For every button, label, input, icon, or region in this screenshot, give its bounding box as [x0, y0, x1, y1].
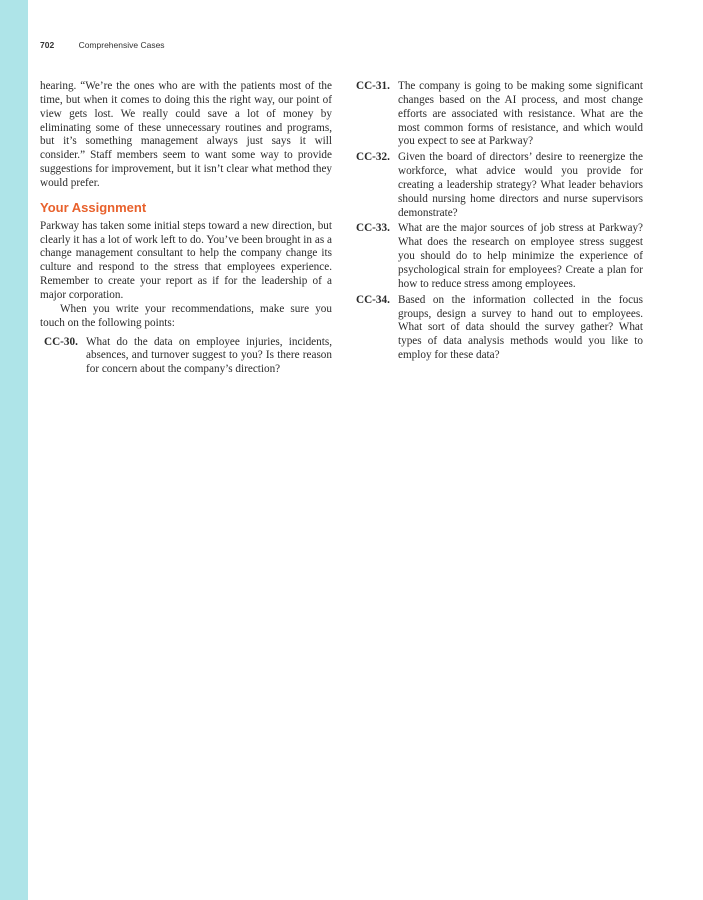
question-text: What do the data on employee injuries, incidents, absences, and turnover suggest to you? Is there reason for concern about the company’s direction? — [86, 335, 332, 376]
right-column — [352, 80, 643, 363]
question-text: Given the board of directors’ desire to reenergize the workforce, what advice would you provide for creating a leadership strategy? What leader behaviors should nursing home directors and nurse supervisors demonstrate? — [398, 151, 643, 219]
question-cc-31 — [352, 80, 643, 149]
question-label: CC-33. — [356, 222, 390, 235]
running-head — [40, 40, 165, 52]
question-cc-32 — [352, 151, 643, 220]
section-heading: Your Assignment — [40, 199, 147, 215]
question-label: CC-30. — [44, 335, 78, 348]
question-label: CC-34. — [356, 293, 390, 306]
left-column — [40, 80, 332, 377]
page-number: 702 — [40, 40, 55, 50]
question-label: CC-31. — [356, 80, 390, 92]
page-edge-color-band — [0, 0, 28, 900]
instructions-paragraph: When you write your recommendations, make sure you touch on the following points: — [40, 302, 332, 329]
paragraph-continuation: hearing. “We’re the ones who are with the patients most of the time, but when it comes to doing this the right way, our point of view gets lost. We really could save a lot of money by eliminating some of these unnecessary routines and programs, but it’s something management always just says it will consider.” Staff members seem to want some way to provide suggestions for improvement, but it isn’t clear what method they would prefer. — [40, 80, 332, 189]
question-text: Based on the information collected in the focus groups, design a survey to hand out to employees. What sort of data should the survey gather? What types of data analysis methods would you like to employ for these data? — [398, 293, 643, 362]
question-text: The company is going to be making some significant changes based on the AI process, and most change efforts are associated with resistance. What are the most common forms of resistance, and which would you expect to see at Parkway? — [398, 80, 643, 148]
question-cc-34 — [352, 294, 643, 363]
question-cc-33 — [352, 222, 643, 291]
question-text: What are the major sources of job stress at Parkway? What does the research on employee stress suggest you should do to help minimize the experience of psychological strain for employees? Create a plan for how to reduce stress among employees. — [398, 222, 643, 290]
question-label: CC-32. — [356, 151, 390, 164]
section-title: Comprehensive Cases — [78, 40, 165, 50]
question-cc-30 — [40, 336, 332, 378]
assignment-paragraph: Parkway has taken some initial steps toward a new direction, but clearly it has a lot of work left to do. You’ve been brought in as a change management consultant to help the company change its culture and respond to the stress that employees experience. Remember to create your report as if for the leadership of a major corporation. — [40, 219, 332, 301]
